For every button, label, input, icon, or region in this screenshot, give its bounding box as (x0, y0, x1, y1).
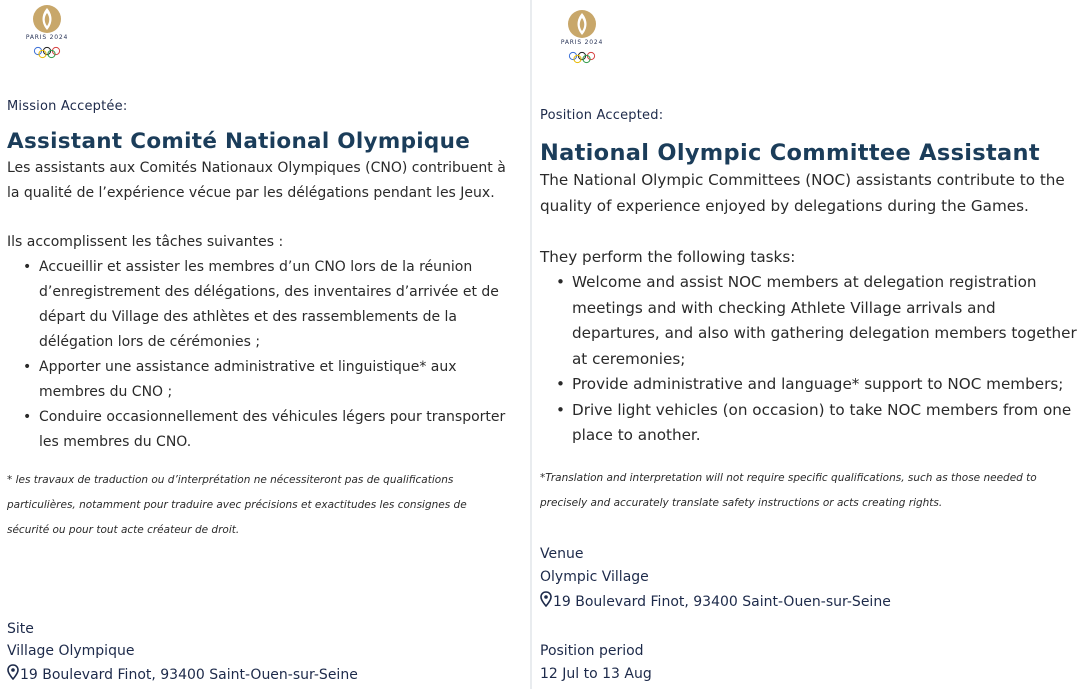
paris-2024-flame-icon (17, 3, 77, 59)
address-text: 19 Boulevard Finot, 93400 Saint-Ouen-sur-Seine (20, 667, 358, 683)
paris-2024-flame-icon (552, 8, 612, 64)
logo-text: PARIS 2024 (560, 39, 604, 46)
translation-note: * les travaux de traduction ou d’interprétation ne nécessiteront pas de qualifications particulières, notamment pour traduire avec précisions et exactitudes les consignes de sécurité ou pour tout acte créateur de droit. (7, 474, 467, 536)
venue-value: Olympic Village (540, 569, 649, 585)
mission-accepted-label: Mission Acceptée: (7, 99, 128, 114)
role-intro: The National Olympic Committees (NOC) assistants contribute to the quality of experience enjoyed by delegations during the Games. (540, 171, 1065, 215)
tasks-heading: They perform the following tasks: (540, 248, 796, 266)
logo-text: PARIS 2024 (25, 34, 69, 41)
site-label: Site (7, 621, 34, 637)
tasks-list (7, 255, 527, 455)
role-intro: Les assistants aux Comités Nationaux Olympiques (CNO) contribuent à la qualité de l’expérience vécue par les délégations pendant les Jeux. (7, 160, 506, 201)
paris-2024-logo (17, 3, 77, 59)
english-panel (532, 0, 1080, 689)
position-accepted-label: Position Accepted: (540, 108, 664, 123)
french-panel (0, 0, 530, 689)
role-title: Assistant Comité National Olympique (7, 129, 471, 154)
task-item: • Provide administrative and language* support to NOC members; (540, 372, 1078, 398)
task-item: • Welcome and assist NOC members at delegation registration meetings and with checking Athlete Village arrivals and departures, and also with gathering delegation members together at ceremonies; (540, 270, 1078, 372)
location-pin-icon (540, 591, 552, 607)
position-period-label: Position period (540, 643, 644, 659)
task-item: • Accueillir et assister les membres d’un CNO lors de la réunion d’enregistrement des délégations, des inventaires d’arrivée et de départ du Village des athlètes et des rassemblements de la délégation lors de cérémonies ; (7, 255, 527, 355)
position-period-value: 12 Jul to 13 Aug (540, 666, 652, 682)
task-item: • Drive light vehicles (on occasion) to take NOC members from one place to another. (540, 398, 1078, 449)
role-title: National Olympic Committee Assistant (540, 140, 1040, 166)
site-value: Village Olympique (7, 643, 135, 659)
venue-label: Venue (540, 546, 584, 562)
tasks-heading: Ils accomplissent les tâches suivantes : (7, 234, 284, 250)
paris-2024-logo (552, 8, 612, 64)
site-address (7, 664, 358, 683)
task-item: • Apporter une assistance administrative et linguistique* aux membres du CNO ; (7, 355, 527, 405)
address-text: 19 Boulevard Finot, 93400 Saint-Ouen-sur-Seine (553, 594, 891, 610)
task-item: • Conduire occasionnellement des véhicules légers pour transporter les membres du CNO. (7, 405, 527, 455)
translation-note: *Translation and interpretation will not require specific qualifications, such as those needed to precisely and accurately translate safety instructions or acts creating rights. (540, 472, 1037, 509)
venue-address (540, 591, 891, 610)
tasks-list (540, 270, 1078, 449)
location-pin-icon (7, 664, 19, 680)
